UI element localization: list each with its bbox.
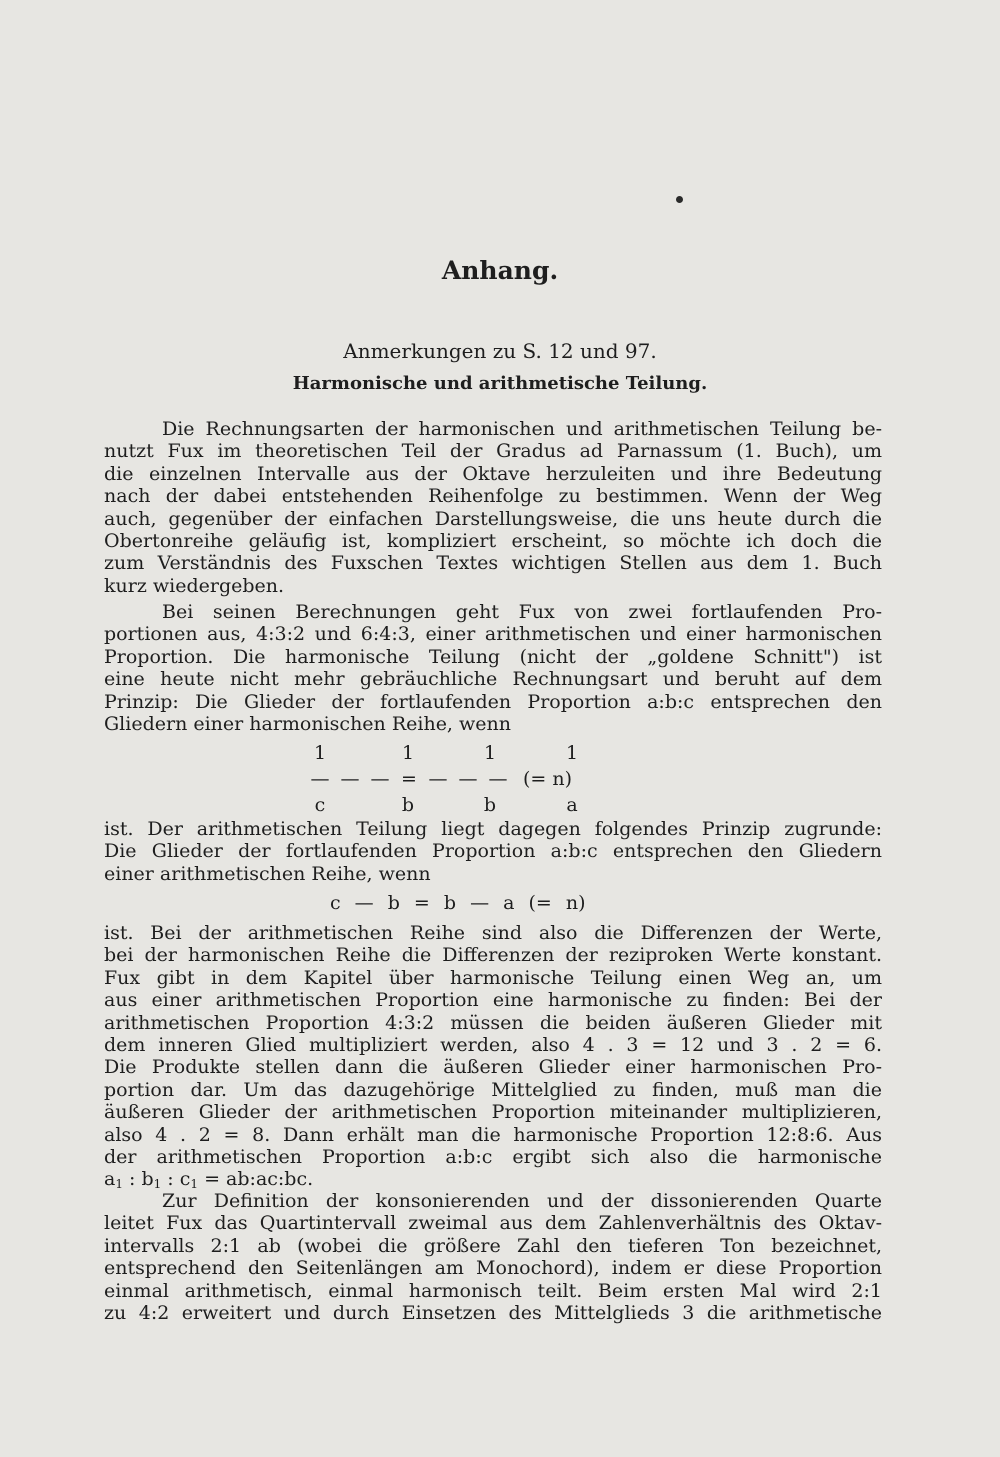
text-line: kurz wiedergeben. [104,574,285,597]
text-line: also 4 . 2 = 8. Dann erhält man die harmonische Proportion 12:8:6. Aus [104,1123,882,1146]
text-line: äußeren Glieder der arithmetischen Proportion miteinander multiplizieren, [104,1101,882,1124]
numerator: 1 [401,742,415,764]
formula-numerators [300,742,700,764]
fraction-bar: — [488,768,508,790]
numerator: 1 [483,742,497,764]
text-line: Die Rechnungsarten der harmonischen und arithmetischen Teilung be- [162,418,882,440]
text-line: Prinzip: Die Glieder der fortlaufenden Proportion a:b:c entsprechen den [104,690,882,713]
section-subtitle: Harmonische und arithmetische Teilung. [292,373,708,394]
paragraph-4 [104,922,882,1196]
text-line: portion dar. Um das dazugehörige Mittelglied zu finden, muß man die [104,1078,882,1101]
text-line: nutzt Fux im theoretischen Teil der Gradus ad Parnassum (1. Buch), um [104,440,882,463]
term-c: c [179,1168,191,1191]
text-line: auch, gegenüber der einfachen Darstellungsweise, die uns heute durch die [104,507,882,530]
term-b: b [141,1168,154,1191]
text-line: Obertonreihe geläufig ist, kompliziert erscheint, so möchte ich doch die [104,530,882,553]
denominator: b [483,794,497,816]
text-line: leitet Fux das Quartintervall zweimal aus dem Zahlenverhältnis des Oktav- [104,1212,882,1235]
text-line: Fux gibt in dem Kapitel über harmonische Teilung einen Weg an, um [104,966,882,989]
text-line: Bei seinen Berechnungen geht Fux von zwei fortlaufenden Pro- [162,601,882,623]
subscript: 1 [190,1177,199,1192]
text-line: entsprechend den Seitenlängen am Monochord), indem er diese Proportion [104,1257,882,1280]
subscript: 1 [153,1177,162,1192]
formula-denominators [300,794,700,816]
section-heading: Anhang. [441,256,559,285]
paragraph-5 [104,1190,882,1324]
text-line: Zur Definition der konsonierenden und der dissonierenden Quarte [162,1190,882,1212]
text-line: portionen aus, 4:3:2 und 6:4:3, einer arithmetischen und einer harmonischen [104,623,882,646]
text-line: einmal arithmetisch, einmal harmonisch teilt. Beim ersten Mal wird 2:1 [104,1279,882,1302]
text-line: arithmetischen Proportion 4:3:2 müssen die beiden äußeren Glieder mit [104,1011,882,1034]
text-line: eine heute nicht mehr gebräuchliche Rechnungsart und beruht auf dem [104,668,882,691]
ink-speck [676,196,683,203]
subscript: 1 [115,1177,123,1192]
paragraph-1 [104,418,882,597]
notes-reference: Anmerkungen zu S. 12 und 97. [343,339,657,363]
text-line: ist. Der arithmetischen Teilung liegt dagegen folgendes Prinzip zugrunde: [104,818,882,840]
text-line: Die Produkte stellen dann die äußeren Glieder einer harmonischen Pro- [104,1056,882,1079]
text-line: intervalls 2:1 ab (wobei die größere Zahl den tieferen Ton bezeichnet, [104,1234,882,1257]
term-a: a [104,1168,116,1191]
text-line: Gliedern einer harmonischen Reihe, wenn [104,713,511,736]
fraction-bar: — [340,768,360,790]
paragraph-2 [104,601,882,735]
harmonic-formula [300,742,700,816]
text-line: zu 4:2 erweitert und durch Einsetzen des Mittelglieds 3 die arithmetische [104,1302,882,1325]
numerator: 1 [313,742,327,764]
text-line-proportion: $a_1$ : $b_1$ : $c_1$ = ab:ac:bc. [104,1168,314,1192]
formula-suffix: (= n) [523,768,573,790]
fraction-bar: — [310,768,330,790]
text-line: zum Verständnis des Fuxschen Textes wichtigen Stellen aus dem 1. Buch [104,552,882,575]
text-line: bei der harmonischen Reihe die Differenzen der reziproken Werte konstant. [104,944,882,967]
proportion-result: = ab:ac:bc. [198,1168,314,1191]
denominator: a [566,794,578,816]
denominator: b [401,794,415,816]
fraction-bar: — [428,768,448,790]
numerator: 1 [565,742,579,764]
text-line: ist. Bei der arithmetischen Reihe sind also die Differenzen der Werte, [104,922,882,944]
text-line: die einzelnen Intervalle aus der Oktave herzuleiten und ihre Bedeutung [104,462,882,485]
paragraph-3 [104,818,882,885]
text-line: Die Glieder der fortlaufenden Proportion a:b:c entsprechen den Gliedern [104,840,882,863]
arithmetic-formula: c — b = b — a (= n) [330,892,586,914]
equals-sign: = [401,768,417,790]
fraction-bar: — [370,768,390,790]
denominator: c [314,794,326,816]
text-line: einer arithmetischen Reihe, wenn [104,862,431,885]
fraction-bar: — [458,768,478,790]
formula-bars [300,768,700,790]
text-line: aus einer arithmetischen Proportion eine harmonische zu finden: Bei der [104,989,882,1012]
text-line: Proportion. Die harmonische Teilung (nicht der „goldene Schnitt") ist [104,645,882,668]
text-line: dem inneren Glied multipliziert werden, also 4 . 3 = 12 und 3 . 2 = 6. [104,1034,882,1057]
text-line: nach der dabei entstehenden Reihenfolge zu bestimmen. Wenn der Weg [104,485,882,508]
text-line: der arithmetischen Proportion a:b:c ergibt sich also die harmonische [104,1146,882,1169]
